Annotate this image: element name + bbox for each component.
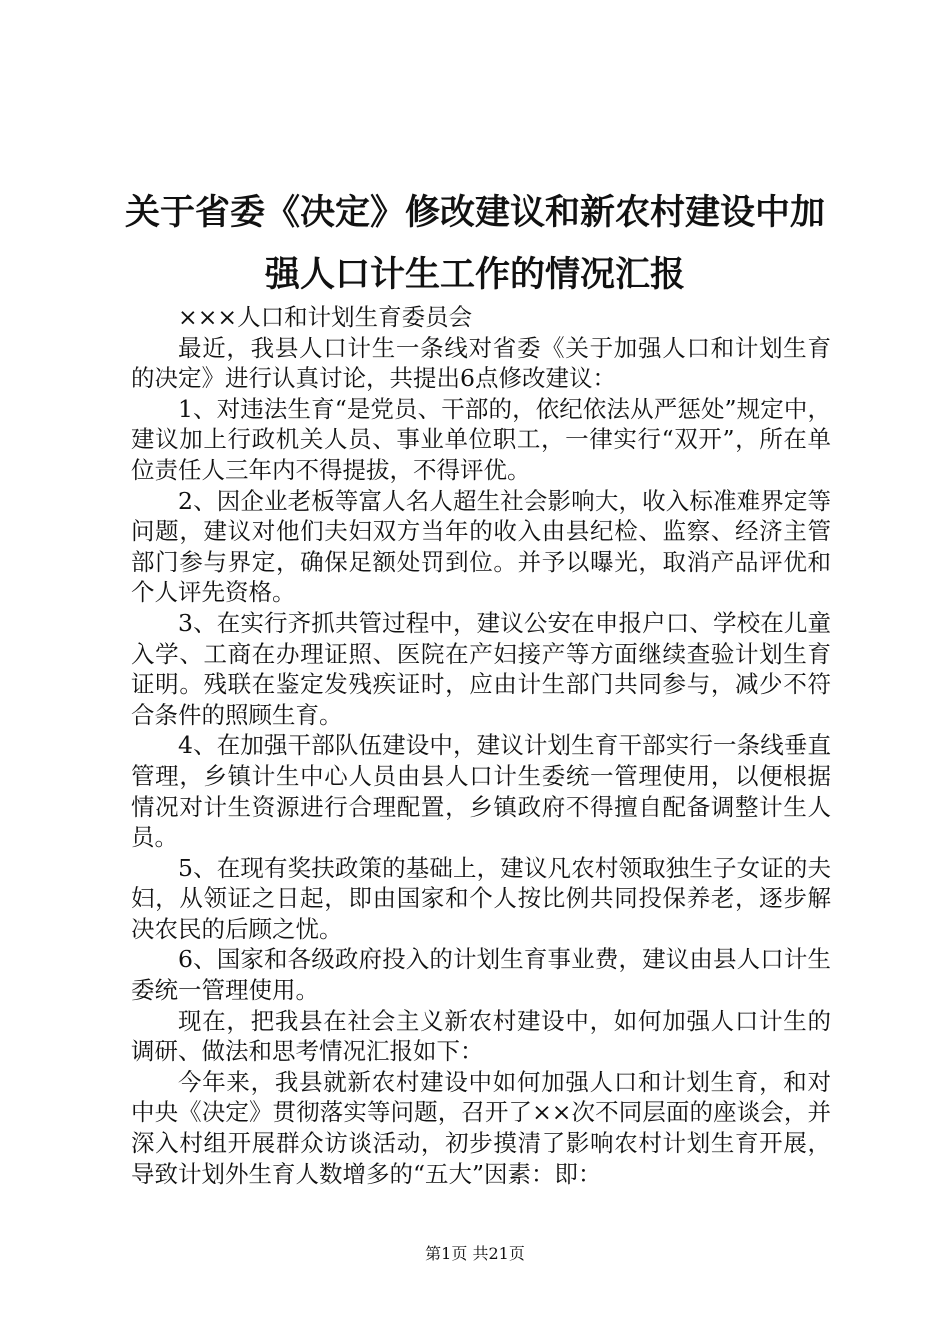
paragraph-suggestion-4: 4、在加强干部队伍建设中，建议计划生育干部实行一条线垂直管理，乡镇计生中心人员由县人口计生委统一管理使用，以便根据情况对计生资源进行合理配置，乡镇政府不得擅自配备调整计生人员。 bbox=[131, 731, 831, 852]
paragraph-report-intro: 现在，把我县在社会主义新农村建设中，如何加强人口计生的调研、做法和思考情况汇报如下： bbox=[131, 1006, 831, 1066]
paragraph-suggestion-5: 5、在现有奖扶政策的基础上，建议凡农村领取独生子女证的夫妇，从领证之日起，即由国家和个人按比例共同投保养老，逐步解决农民的后顾之忧。 bbox=[131, 853, 831, 943]
paragraph-findings: 今年来，我县就新农村建设中如何加强人口和计划生育，和对中央《决定》贯彻落实等问题，召开了××次不同层面的座谈会，并深入村组开展群众访谈活动，初步摸清了影响农村计划生育开展，导致计划外生育人数增多的“五大”因素：即： bbox=[131, 1067, 831, 1188]
title-line-1: 关于省委《决定》修改建议和新农村建设中加 bbox=[124, 192, 825, 233]
document-body bbox=[131, 302, 831, 1189]
paragraph-intro: 最近，我县人口计生一条线对省委《关于加强人口和计划生育的决定》进行认真讨论，共提出6点修改建议： bbox=[131, 333, 831, 393]
title-line-2: 强人口计生工作的情况汇报 bbox=[264, 254, 685, 295]
paragraph-suggestion-2: 2、因企业老板等富人名人超生社会影响大，收入标准难界定等问题，建议对他们夫妇双方当年的收入由县纪检、监察、经济主管部门参与界定，确保足额处罚到位。并予以曝光，取消产品评优和个人评先资格。 bbox=[131, 486, 831, 607]
page-footer bbox=[0, 1244, 950, 1264]
page-number: 第1页 bbox=[425, 1244, 468, 1263]
document-title bbox=[80, 182, 870, 306]
paragraph-suggestion-3: 3、在实行齐抓共管过程中，建议公安在申报户口、学校在儿童入学、工商在办理证照、医院在产妇接产等方面继续查验计划生育证明。残联在鉴定发残疾证时，应由计生部门共同参与，减少不符合条件的照顾生育。 bbox=[131, 608, 831, 729]
paragraph-suggestion-1: 1、对违法生育“是党员、干部的，依纪依法从严惩处”规定中，建议加上行政机关人员、事业单位职工，一律实行“双开”，所在单位责任人三年内不得提拔，不得评优。 bbox=[131, 394, 831, 484]
page-total: 共21页 bbox=[472, 1244, 525, 1263]
author-line: ×××人口和计划生育委员会 bbox=[178, 303, 473, 331]
paragraph-suggestion-6: 6、国家和各级政府投入的计划生育事业费，建议由县人口计生委统一管理使用。 bbox=[131, 945, 831, 1005]
